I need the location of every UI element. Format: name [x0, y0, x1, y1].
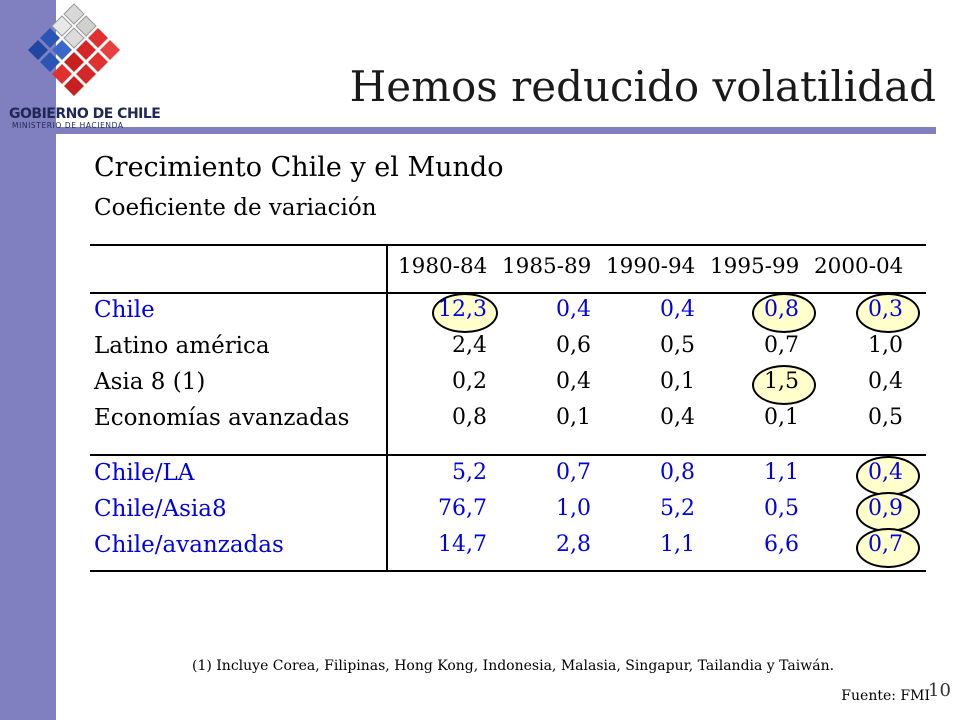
- table-cell: 0,4: [868, 369, 903, 394]
- page-number: 10: [928, 680, 951, 701]
- page-title: Hemos reducido volatilidad: [349, 62, 936, 111]
- column-header: 2000-04: [814, 254, 904, 279]
- subtitle-coefficient: Coeficiente de variación: [94, 195, 377, 221]
- table-header-rule: [90, 292, 926, 294]
- logo-diamonds-icon: [0, 0, 175, 105]
- table-cell: 0,5: [660, 333, 695, 358]
- table-cell: 1,0: [556, 496, 591, 521]
- table-cell: 6,6: [764, 532, 799, 557]
- row-label-chile-avanzadas: Chile/avanzadas: [94, 532, 284, 558]
- table-cell: 1,1: [764, 460, 799, 485]
- subtitle-growth: Crecimiento Chile y el Mundo: [94, 152, 504, 183]
- table-cell: 5,2: [660, 496, 695, 521]
- table-bottom-rule: [90, 570, 926, 572]
- table-cell: 0,4: [660, 405, 695, 430]
- table-cell: 0,4: [556, 297, 591, 322]
- table-column-divider: [386, 244, 388, 572]
- table-cell: 0,4: [660, 297, 695, 322]
- column-header: 1980-84: [398, 254, 488, 279]
- table-cell: 0,7: [764, 333, 799, 358]
- row-label-chile-asia8: Chile/Asia8: [94, 496, 227, 522]
- title-underline-bar: [56, 127, 936, 134]
- table-cell: 2,4: [452, 333, 487, 358]
- row-label-chile-la: Chile/LA: [94, 460, 195, 486]
- footnote: (1) Incluye Corea, Filipinas, Hong Kong, Indonesia, Malasia, Singapur, Tailandia y Taiwán.: [192, 658, 835, 674]
- table-cell: 1,0: [868, 333, 903, 358]
- table-cell: 0,8: [764, 297, 799, 322]
- row-label-chile: Chile: [94, 297, 155, 323]
- table-cell: 0,1: [764, 405, 799, 430]
- table-cell: 0,9: [868, 496, 903, 521]
- table-cell: 0,8: [452, 405, 487, 430]
- row-label-avanzadas: Economías avanzadas: [94, 405, 350, 431]
- table-group-rule: [90, 454, 926, 456]
- table-cell: 5,2: [452, 460, 487, 485]
- table-cell: 1,5: [764, 369, 799, 394]
- table-cell: 1,1: [660, 532, 695, 557]
- table-cell: 14,7: [438, 532, 487, 557]
- table-cell: 0,5: [764, 496, 799, 521]
- logo-text-gobierno: GOBIERNO DE CHILE: [9, 106, 161, 122]
- table-cell: 2,8: [556, 532, 591, 557]
- column-header: 1985-89: [502, 254, 592, 279]
- logo-text-ministerio: MINISTERIO DE HACIENDA: [12, 121, 124, 130]
- table-cell: 0,7: [556, 460, 591, 485]
- table-cell: 0,1: [660, 369, 695, 394]
- column-header: 1995-99: [710, 254, 800, 279]
- table-cell: 12,3: [438, 297, 487, 322]
- table-cell: 0,2: [452, 369, 487, 394]
- table-cell: 0,5: [868, 405, 903, 430]
- row-label-asia8: Asia 8 (1): [94, 369, 206, 395]
- table-cell: 0,8: [660, 460, 695, 485]
- source-note: Fuente: FMI: [841, 688, 930, 704]
- table-cell: 76,7: [438, 496, 487, 521]
- table-cell: 0,6: [556, 333, 591, 358]
- table-top-rule: [90, 244, 926, 246]
- table-cell: 0,4: [556, 369, 591, 394]
- column-header: 1990-94: [606, 254, 696, 279]
- table-cell: 0,3: [868, 297, 903, 322]
- table-cell: 0,4: [868, 460, 903, 485]
- table-cell: 0,7: [868, 532, 903, 557]
- gobierno-logo: [0, 0, 175, 135]
- table-cell: 0,1: [556, 405, 591, 430]
- row-label-latinoamerica: Latino américa: [94, 333, 270, 359]
